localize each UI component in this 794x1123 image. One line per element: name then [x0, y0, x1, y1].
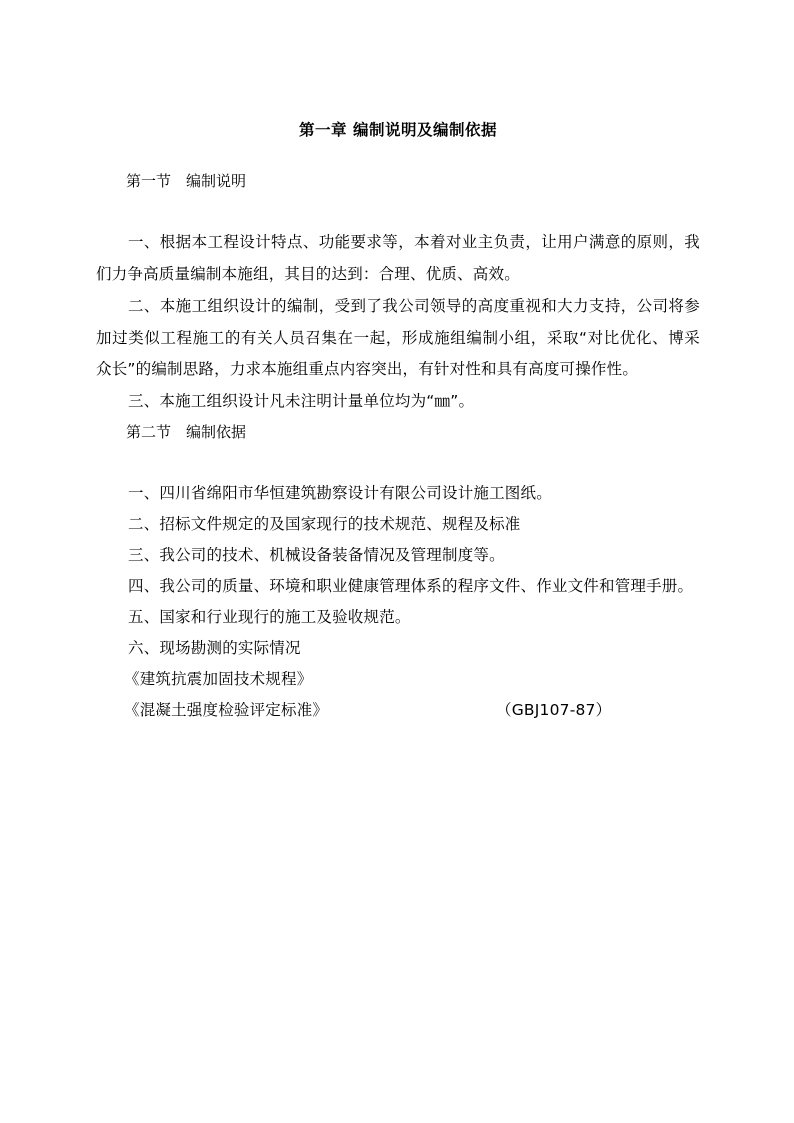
list-item: 四、我公司的质量、环境和职业健康管理体系的程序文件、作业文件和管理手册。	[128, 577, 694, 596]
list-item: 五、国家和行业现行的施工及验收规范。	[128, 608, 411, 627]
paragraph-one-3: 三、本施工组织设计凡未注明计量单位均为“㎜”。	[128, 392, 475, 411]
spacer	[96, 201, 700, 227]
section-heading-two: 第二节 编制依据	[126, 422, 247, 441]
list-item: 六、现场勘测的实际情况	[128, 639, 301, 658]
list-item: 三、我公司的技术、机械设备装备情况及管理制度等。	[128, 546, 505, 565]
reference-name: 《混凝土强度检验评定标准》	[124, 701, 329, 720]
section-heading-one: 第一节 编制说明	[126, 171, 247, 190]
reference-name: 《建筑抗震加固技术规程》	[124, 670, 313, 689]
reference-code: （GBJ107-87）	[496, 701, 612, 720]
page-title: 第一章 编制说明及编制依据	[299, 121, 497, 139]
spacer	[96, 452, 700, 478]
list-item: 一、四川省绵阳市华恒建筑勘察设计有限公司设计施工图纸。	[128, 484, 552, 503]
list-item: 二、招标文件规定的及国家现行的技术规范、规程及标准	[128, 515, 521, 534]
document-body	[96, 118, 700, 726]
paragraph-one-2: 二、本施工组织设计的编制，受到了我公司领导的高度重视和大力支持，公司将参加过类似工程施工的有关人员召集在一起，形成施组编制小组，采取“对比优化、博采众长”的编制思路，力求本施组重点内容突出，有针对性和具有高度可操作性。	[96, 296, 700, 379]
reference-item	[96, 664, 700, 695]
reference-item	[96, 695, 700, 726]
paragraph-one-1: 一、根据本工程设计特点、功能要求等，本着对业主负责，让用户满意的原则，我们力争高质量编制本施组，其目的达到：合理、优质、高效。	[96, 233, 700, 284]
